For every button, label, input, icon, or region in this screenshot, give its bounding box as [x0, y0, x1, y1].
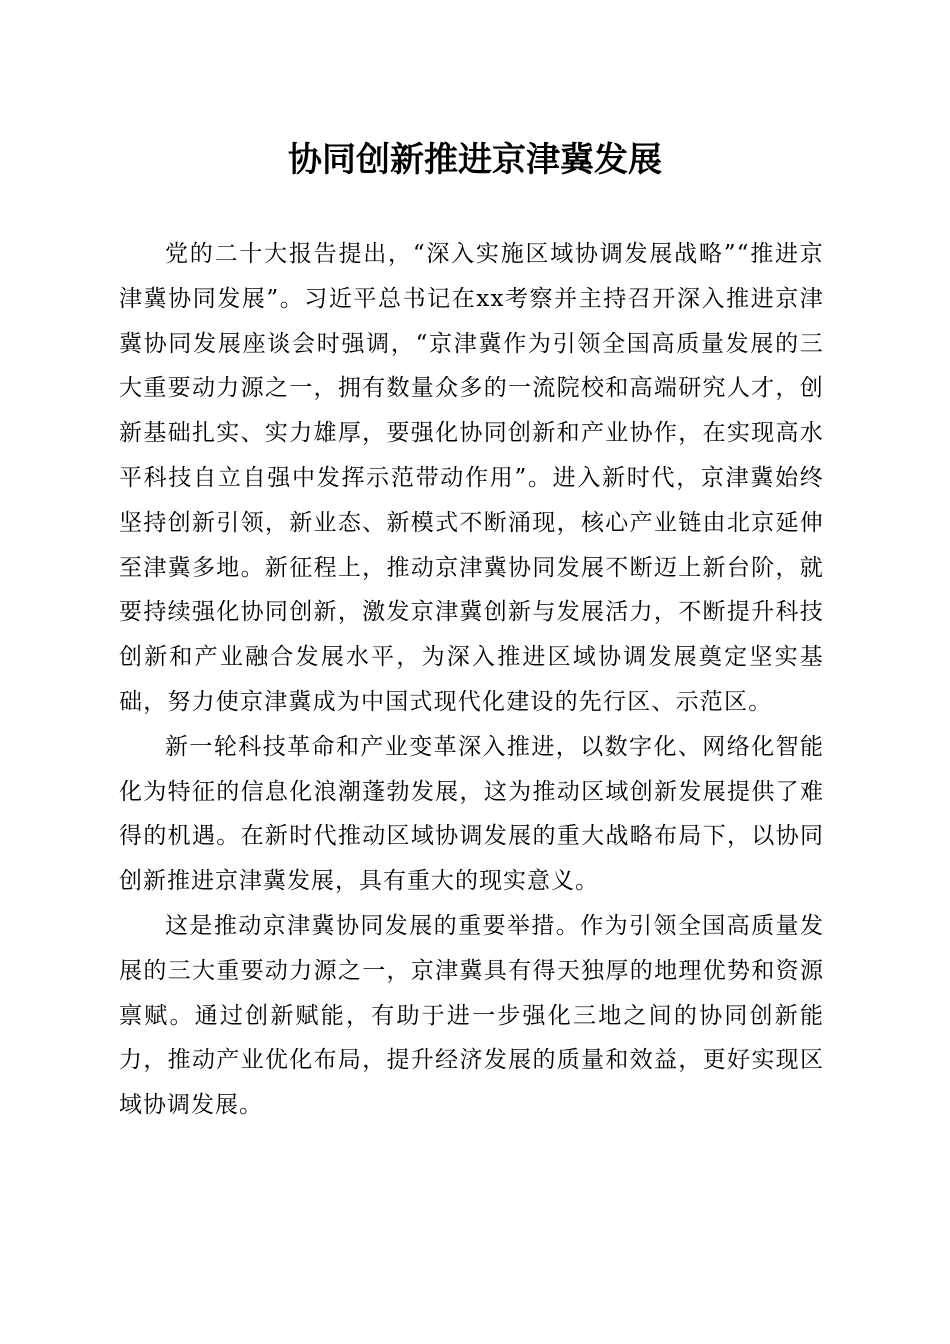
document-body	[119, 232, 824, 1128]
body-paragraph-1: 党的二十大报告提出，“深入实施区域协调发展战略”“推进京津冀协同发展”。习近平总书记在xx考察并主持召开深入推进京津冀协同发展座谈会时强调，“京津冀作为引领全国高质量发展的三大重要动力源之一，拥有数量众多的一流院校和高端研究人才，创新基础扎实、实力雄厚，要强化协同创新和产业协作，在实现高水平科技自立自强中发挥示范带动作用”。进入新时代，京津冀始终坚持创新引领，新业态、新模式不断涌现，核心产业链由北京延伸至津冀多地。新征程上，推动京津冀协同发展不断迈上新台阶，就要持续强化协同创新，激发京津冀创新与发展活力，不断提升科技创新和产业融合发展水平，为深入推进区域协调发展奠定坚实基础，努力使京津冀成为中国式现代化建设的先行区、示范区。	[119, 241, 824, 715]
body-paragraph-2: 新一轮科技革命和产业变革深入推进，以数字化、网络化智能化为特征的信息化浪潮蓬勃发展，这为推动区域创新发展提供了难得的机遇。在新时代推动区域协调发展的重大战略布局下，以协同创新推进京津冀发展，具有重大的现实意义。	[119, 733, 824, 895]
document-title: 协同创新推进京津冀发展	[288, 140, 662, 180]
body-paragraph-3: 这是推动京津冀协同发展的重要举措。作为引领全国高质量发展的三大重要动力源之一，京津冀具有得天独厚的地理优势和资源禀赋。通过创新赋能，有助于进一步强化三地之间的协同创新能力，推动产业优化布局，提升经济发展的质量和效益，更好实现区域协调发展。	[119, 912, 824, 1119]
